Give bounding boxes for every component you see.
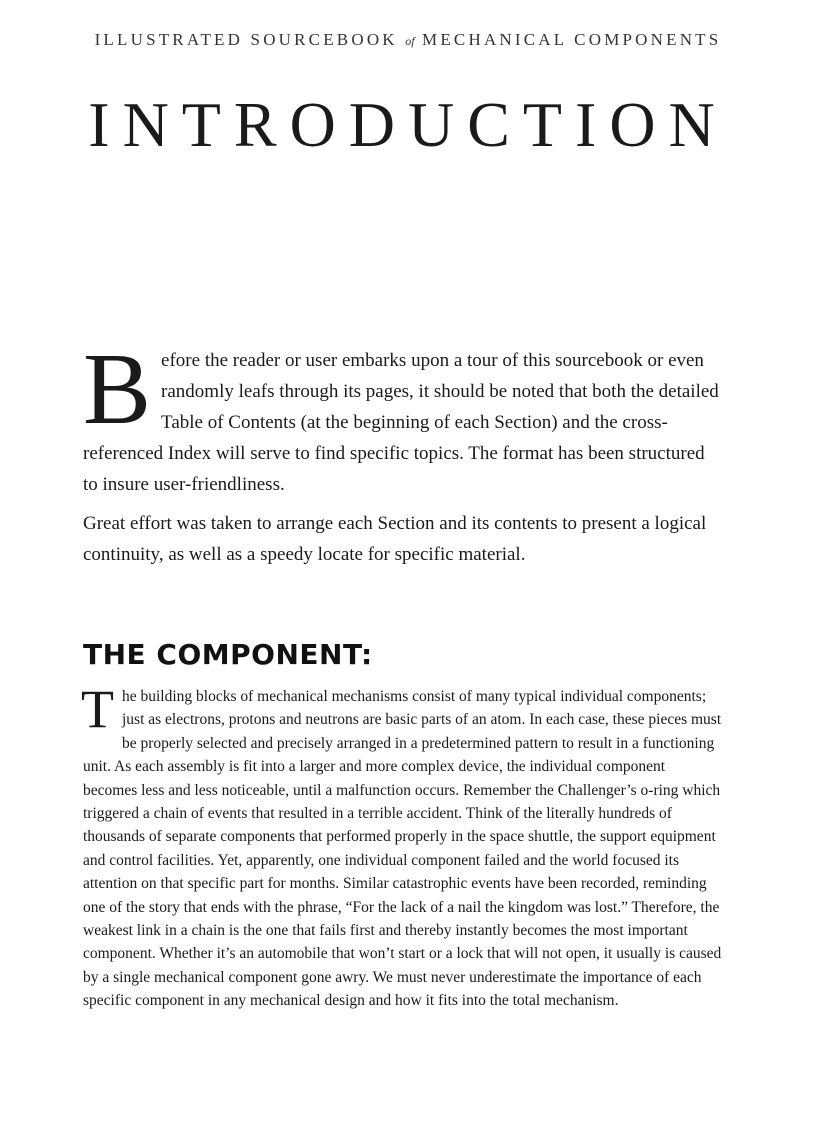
- intro-paragraph-1: [83, 333, 723, 500]
- running-head-of: of: [405, 34, 415, 48]
- section-heading: THE COMPONENT:: [83, 638, 373, 671]
- component-paragraph: [81, 679, 723, 1013]
- running-head-part2: MECHANICAL COMPONENTS: [422, 30, 722, 49]
- component-section-body: [81, 679, 723, 1013]
- intro-paragraph-2: Great effort was taken to arrange each Section and its contents to present a logical continuity, as well as a speedy locate for specific material.: [83, 513, 707, 565]
- running-head-part1: ILLUSTRATED SOURCEBOOK: [94, 30, 398, 49]
- intro-paragraph-1-text: efore the reader or user embarks upon a tour of this sourcebook or even randomly leafs through its pages, it should be noted that both the detailed Table of Contents (at the beginning of each Section) and the cross-referenced Index will serve to find specific topics. The format has been structured to insure user-friendliness.: [83, 350, 719, 495]
- component-dropcap: T: [81, 679, 114, 739]
- running-head: [0, 30, 816, 50]
- intro-section: [83, 333, 723, 570]
- page-title: INTRODUCTION: [88, 89, 728, 160]
- component-paragraph-text: he building blocks of mechanical mechanisms consist of many typical individual components; just as electrons, protons and neutrons are basic parts of an atom. In each case, these pieces must be properly selected and precisely arranged in a predetermined pattern to result in a functioning unit. As each assembly is fit into a larger and more complex device, the individual component becomes less and less noticeable, until a malfunction occurs. Remember the Challenger’s o-ring which triggered a chain of events that resulted in a terrible accident. Think of the literally hundreds of thousands of separate components that performed properly in the space shuttle, the support equipment and control facilities. Yet, apparently, one individual component failed and the world focused its attention on that specific part for months. Similar catastrophic events have been recorded, reminding one of the story that ends with the phrase, “For the lack of a nail the kingdom was lost.” Therefore, the weakest link in a chain is the one that fails first and thereby instantly becomes the most important component. Whether it’s an automobile that won’t start or a lock that will not open, it usually is caused by a single mechanical component gone awry. We must never underestimate the importance of each specific component in any mechanical design and how it fits into the total mechanism.: [83, 688, 722, 1010]
- intro-dropcap: B: [83, 333, 152, 446]
